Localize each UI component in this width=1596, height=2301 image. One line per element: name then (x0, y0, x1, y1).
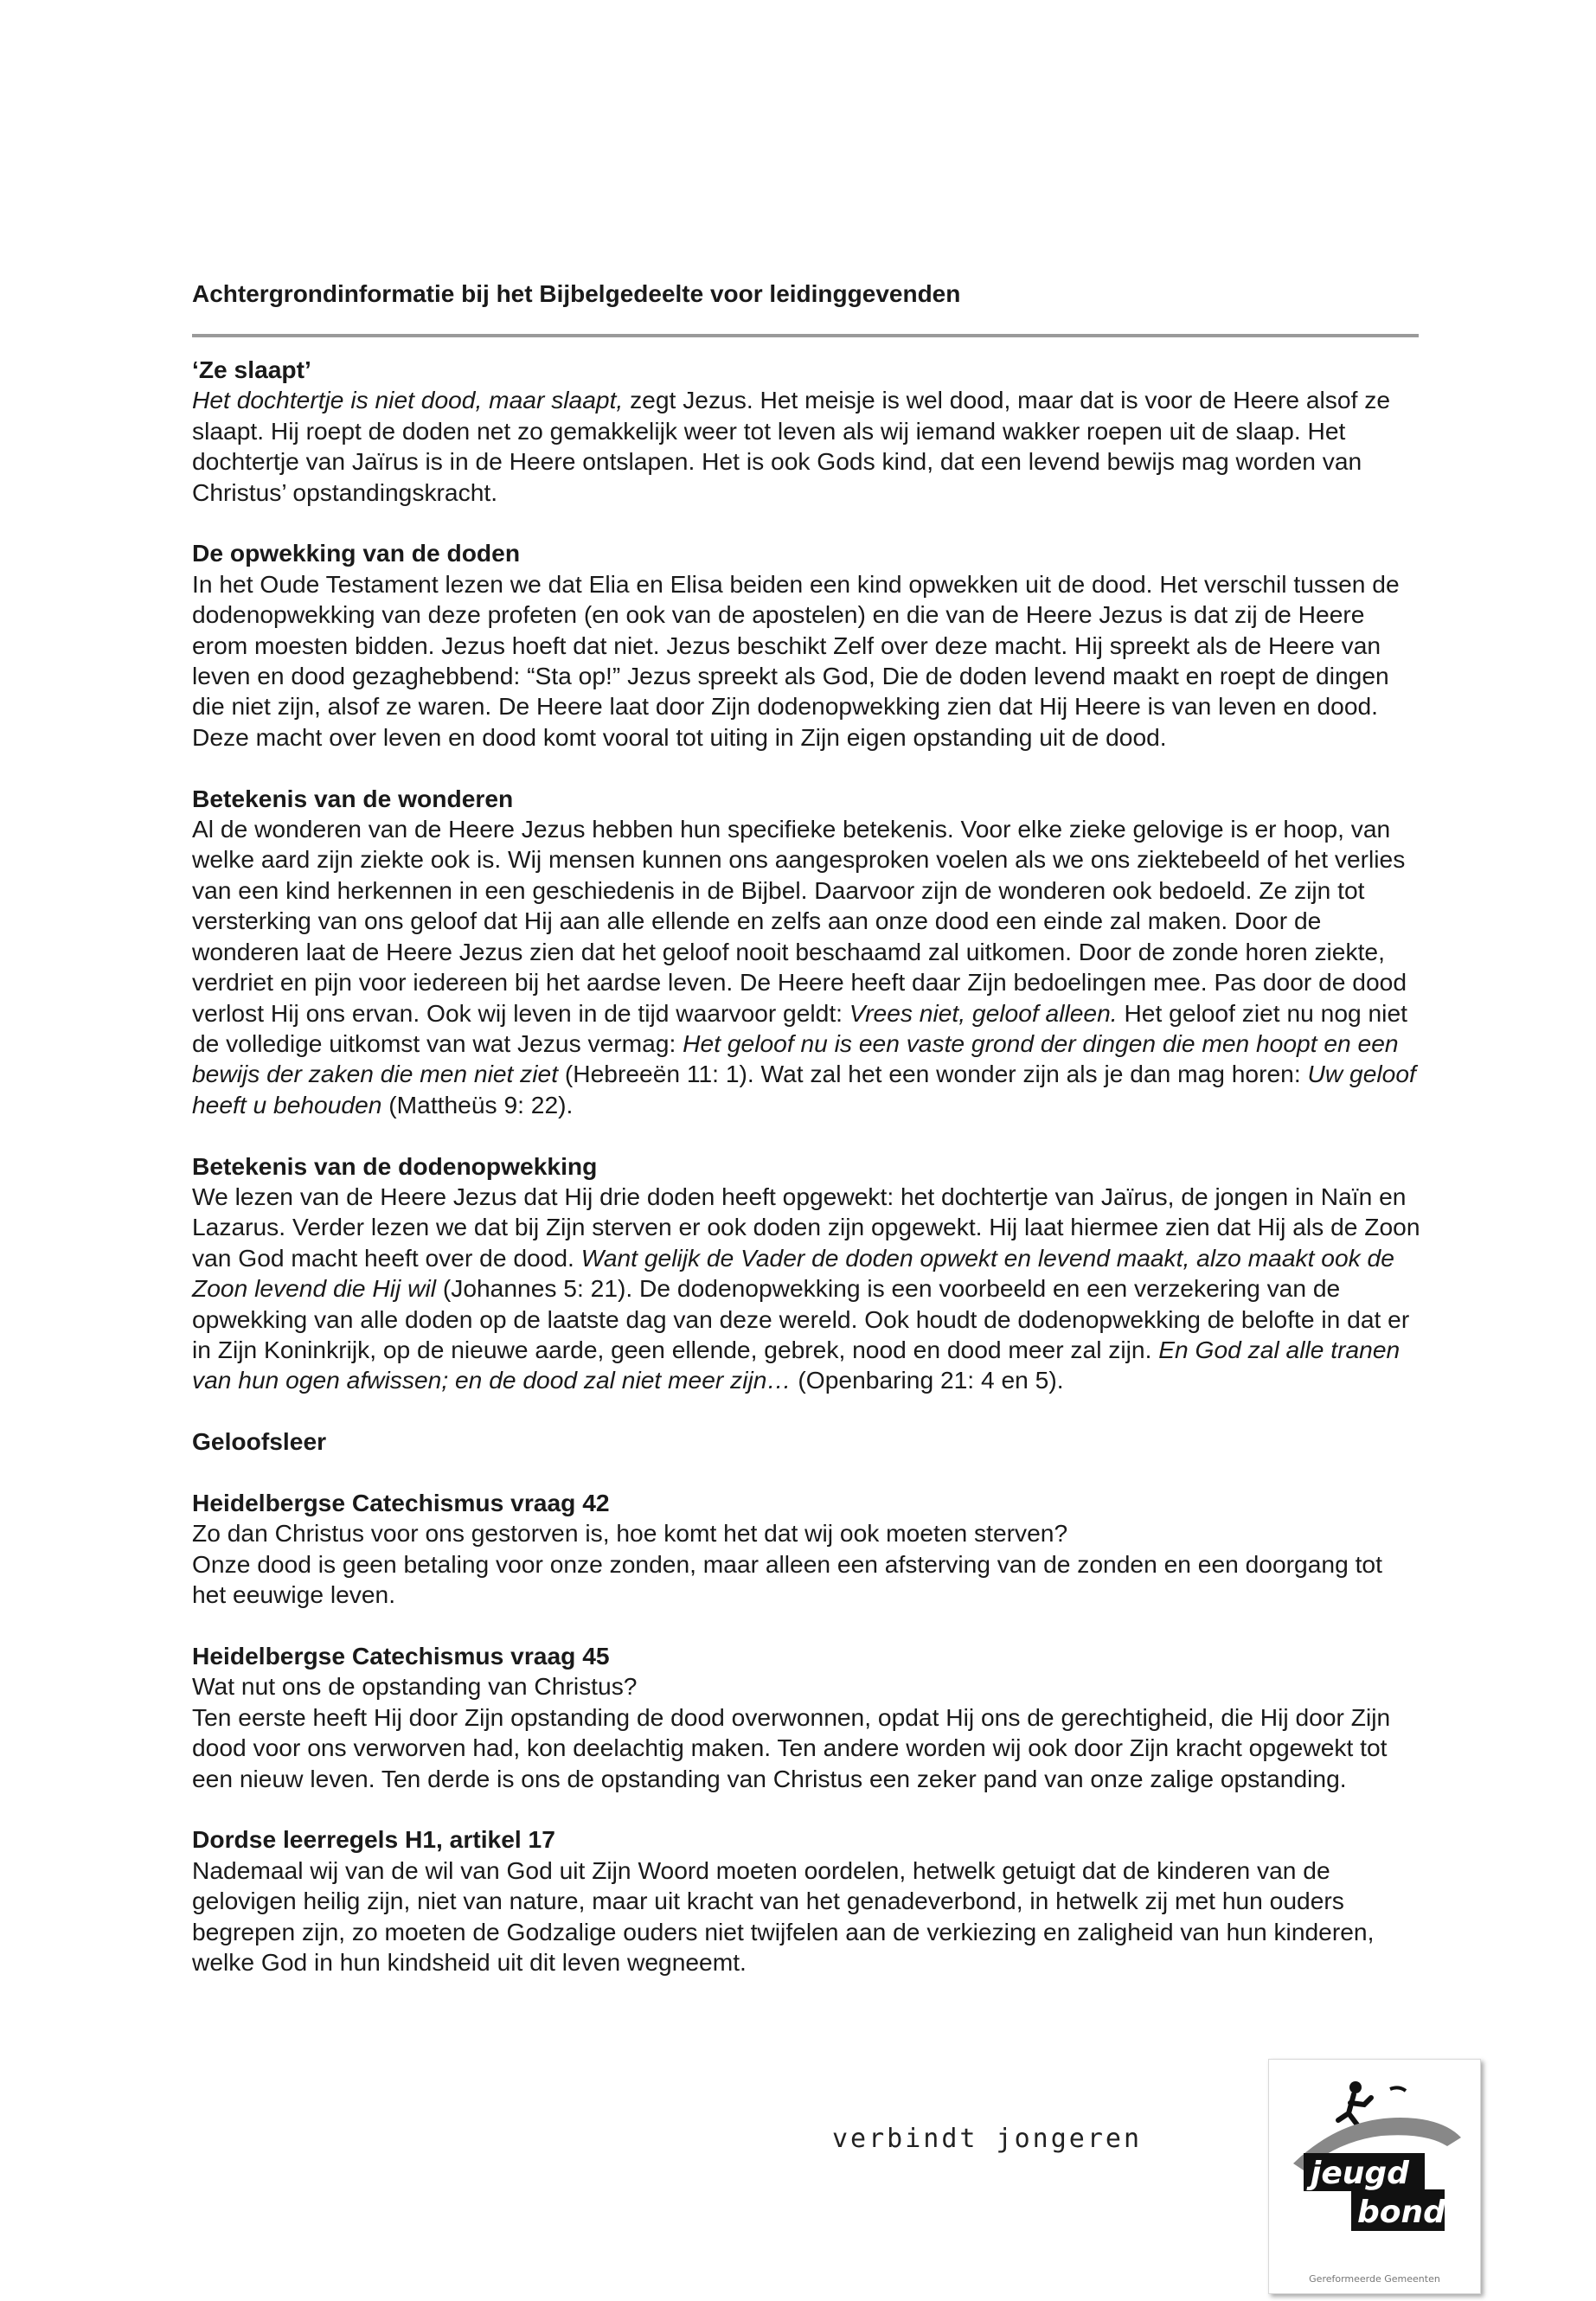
section-heading: ‘Ze slaapt’ (192, 356, 311, 383)
quote-text: Uw geloof heeft u behouden (192, 1060, 1416, 1118)
section-heading: Geloofsleer (192, 1427, 327, 1456)
body-text: (Hebreeën 11: 1). Wat zal het een wonder zijn als je dan mag horen: (558, 1060, 1308, 1088)
quote-text: Vrees niet, geloof alleen. (849, 998, 1118, 1027)
quote-text: Het geloof nu is een vaste grond der dingen die men hoopt en een bewijs der zaken die men niet ziet (192, 1029, 1399, 1088)
catechism-answer: Ten eerste heeft Hij door Zijn opstanding de dood overwonnen, opdat Hij ons de gerechtigheid, die Hij door Zijn dood voor ons verworven had, kon deelachtig maken. Ten andere worden wij ook door Zijn kracht opgewekt tot een nieuw leven. Ten derde is ons de opstanding van Christus een zeker pand van onze zalige opstanding. (192, 1702, 1391, 1792)
body-text: Het geloof ziet nu nog niet de volledige uitkomst van wat Jezus vermag: (192, 998, 1407, 1057)
document-body (192, 355, 1420, 1977)
body-text: Al de wonderen van de Heere Jezus hebben hun specifieke betekenis. Voor elke zieke gelovige is er hoop, van welke aard zijn ziekte ook is. Wij mensen kunnen ons aangesproken voelen als we ons ziektebeeld of het verlies van een kind herkennen in een geschiedenis in de Bijbel. Daarvoor zijn de wonderen ook bedoeld. Ze zijn tot versterking van ons geloof dat Hij aan alle ellende en zelfs aan onze dood een einde zal maken. Door de wonderen laat de Heere Jezus zien dat het geloof nooit beschaamd zal uitkomen. Door de zonde horen ziekte, verdriet en pijn voor iedereen bij het aardse leven. De Heere heeft daar Zijn bedoelingen mee. Pas door de dood verlost Hij ons ervan. Ook wij leven in de tijd waarvoor geldt: (192, 815, 1407, 1027)
section-text (192, 385, 1420, 508)
body-text: (Mattheüs 9: 22). (381, 1090, 574, 1118)
quote-text: Het dochtertje is niet dood, maar slaapt, (192, 386, 624, 414)
section-text (192, 814, 1420, 1120)
document-title: Achtergrondinformatie bij het Bijbelgedeelte voor leidinggevenden (192, 280, 961, 307)
section-opwekking (192, 538, 1420, 753)
body-text: zegt Jezus. Het meisje is wel dood, maar dat is voor de Heere alsof ze slaapt. Hij roept de doden net zo gemakkelijk weer tot leven als wij iemand wakker roepen uit de slaap. Het dochtertje van Jaïrus is in de Heere ontslapen. Het is ook Gods kind, dat een levend bewijs mag worden van Christus’ opstandingskracht. (192, 386, 1391, 506)
section-text (192, 1182, 1420, 1396)
section-ze-slaapt (192, 355, 1420, 508)
jeugdbond-logo (1268, 2059, 1481, 2294)
section-text: Nademaal wij van de wil van God uit Zijn Woord moeten oordelen, hetwelk getuigt dat de kinderen van de gelovigen heilig zijn, niet van nature, maar uit kracht van het genadeverbond, in hetwelk zij met hun ouders begrepen zijn, zo moeten de Godzalige ouders niet twijfelen aan de verkiezing en zaligheid van hun kinderen, welke God in hun kindsheid uit dit leven wegneemt. (192, 1856, 1375, 1977)
section-heading: Betekenis van de dodenopwekking (192, 1151, 598, 1180)
quote-text: En God zal alle tranen van hun ogen afwissen; en de dood zal niet meer zijn… (192, 1335, 1401, 1394)
section-dodenopwekking (192, 1151, 1420, 1396)
body-text: (Johannes 5: 21). De dodenopwekking is een voorbeeld en een verzekering van de opwekking van alle doden op de laatste dag van deze wereld. Ook houdt de dodenopwekking de belofte in dat er in Zijn Koninkrijk, op de nieuwe aarde, geen ellende, gebrek, nood en dood meer zal zijn. (192, 1274, 1410, 1363)
title-divider (192, 334, 1419, 337)
body-text: We lezen van de Heere Jezus dat Hij drie doden heeft opgewekt: het dochtertje van Jaïrus, de jongen in Naïn en Lazarus. Verder lezen we dat bij Zijn sterven er ook doden zijn opgewekt. Hij laat hiermee zien dat Hij als de Zoon van God macht heeft over de dood. (192, 1182, 1420, 1272)
jeugdbond-logo-mark (1269, 2060, 1480, 2259)
catechism-question: Wat nut ons de opstanding van Christus? (192, 1672, 638, 1701)
quote-text: Want gelijk de Vader de doden opwekt en levend maakt, alzo maakt ook de Zoon levend die Hij wil (192, 1243, 1394, 1303)
section-wonderen (192, 784, 1420, 1120)
logo-subtitle: Gereformeerde Gemeenten (1309, 2273, 1440, 2285)
logo-word-bond: bond (1357, 2195, 1445, 2230)
catechism-answer: Onze dood is geen betaling voor onze zonden, maar alleen een afsterving van de zonden en een doorgang tot het eeuwige leven. (192, 1549, 1382, 1609)
logo-word-jeugd: jeugd (1311, 2156, 1409, 2191)
section-hc42 (192, 1488, 1420, 1611)
section-geloofsleer (192, 1426, 1420, 1457)
body-text: (Openbaring 21: 4 en 5). (791, 1366, 1064, 1394)
section-heading: Betekenis van de wonderen (192, 784, 514, 812)
section-heading: Heidelbergse Catechismus vraag 42 (192, 1488, 610, 1516)
slogan-text: verbindt jongeren (832, 2124, 1143, 2154)
section-heading: Heidelbergse Catechismus vraag 45 (192, 1641, 610, 1670)
section-dordse-leerregels (192, 1824, 1420, 1977)
section-heading: De opwekking van de doden (192, 539, 521, 567)
verbindt-jongeren-slogan-logo (832, 2121, 1221, 2156)
catechism-question: Zo dan Christus voor ons gestorven is, hoe komt het dat wij ook moeten sterven? (192, 1519, 1068, 1548)
section-heading: Dordse leerregels H1, artikel 17 (192, 1825, 555, 1854)
section-text: In het Oude Testament lezen we dat Elia en Elisa beiden een kind opwekken uit de dood. Het verschil tussen de dodenopwekking van deze profeten (en ook van de apostelen) en die van de Heere Jezus is dat zij de Heere erom moesten bidden. Jezus hoeft dat niet. Jezus beschikt Zelf over deze macht. Hij spreekt als de Heere van leven en dood gezaghebbend: “Sta op!” Jezus spreekt als God, Die de doden levend maakt en roept de dingen die niet zijn, alsof ze waren. De Heere laat door Zijn dodenopwekking zien dat Hij Heere is van leven en dood. Deze macht over leven en dood komt vooral tot uiting in Zijn eigen opstanding uit de dood. (192, 569, 1400, 751)
section-hc45 (192, 1641, 1420, 1794)
